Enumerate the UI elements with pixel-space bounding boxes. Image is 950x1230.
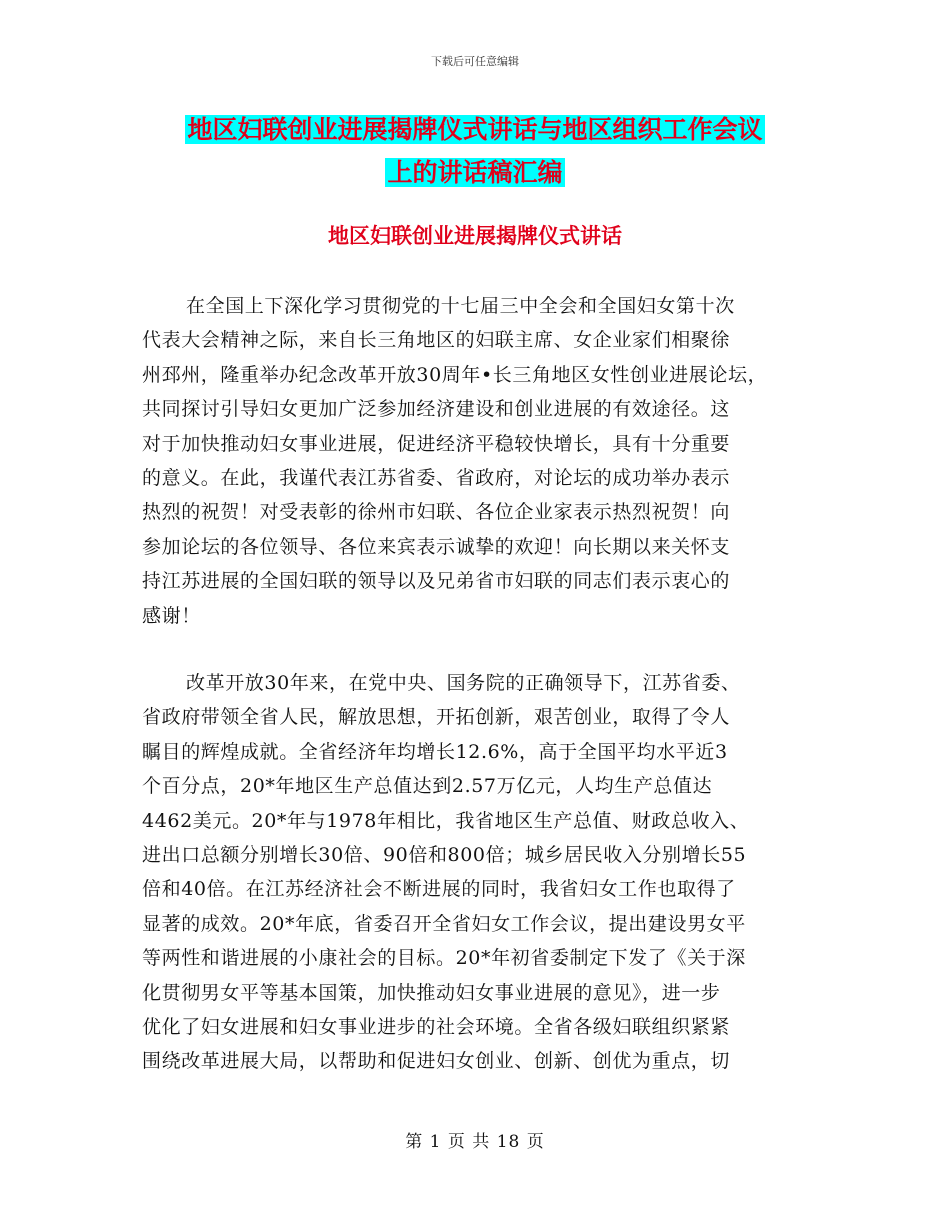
paragraph-2-line: 显著的成效。20*年底，省委召开全省妇女工作会议，提出建设男女平 <box>142 912 746 935</box>
paragraph-2-line: 个百分点，20*年地区生产总值达到2.57万亿元，人均生产总值达 <box>142 775 713 798</box>
paragraph-2-line: 4462美元。20*年与1978年相比，我省地区生产总值、财政总收入、 <box>142 809 750 832</box>
header-note: 下载后可任意编辑 <box>431 55 519 68</box>
paragraph-1-line: 热烈的祝贺！对受表彰的徐州市妇联、各位企业家表示热烈祝贺！向 <box>142 501 731 524</box>
paragraph-1-line: 对于加快推动妇女事业进展，促进经济平稳较快增长，具有十分重要 <box>142 432 731 455</box>
paragraph-2-line: 倍和40倍。在江苏经济社会不断进展的同时，我省妇女工作也取得了 <box>142 878 736 901</box>
document-title-text-2: 上的讲话稿汇编 <box>387 158 563 187</box>
paragraph-1 <box>142 289 814 633</box>
paragraph-2-line: 优化了妇女进展和妇女事业进步的社会环境。全省各级妇联组织紧紧 <box>142 1015 731 1038</box>
paragraph-2-line: 化贯彻男女平等基本国策，加快推动妇女事业进展的意见》，进一步 <box>142 981 721 1004</box>
paragraph-1-line: 代表大会精神之际，来自长三角地区的妇联主席、女企业家们相聚徐 <box>142 329 731 352</box>
paragraph-2-line: 改革开放30年来，在党中央、国务院的正确领导下，江苏省委、 <box>186 672 741 694</box>
paragraph-1-line: 州邳州，隆重举办纪念改革开放30周年•长三角地区女性创业进展论坛， <box>142 363 768 386</box>
paragraph-2-line: 进出口总额分别增长30倍、90倍和800倍；城乡居民收入分别增长55 <box>142 843 747 866</box>
paragraph-2-line: 省政府带领全省人民，解放思想，开拓创新，艰苦创业，取得了令人 <box>142 706 731 729</box>
paragraph-1-line: 在全国上下深化学习贯彻党的十七届三中全会和全国妇女第十次 <box>186 295 735 317</box>
paragraph-2 <box>142 666 814 1079</box>
paragraph-2-line: 围绕改革进展大局，以帮助和促进妇女创业、创新、创优为重点，切 <box>142 1050 731 1073</box>
paragraph-2-line: 等两性和谐进展的小康社会的目标。20*年初省委制定下发了《关于深 <box>142 947 746 970</box>
paragraph-2-line: 瞩目的辉煌成就。全省经济年均增长12.6%，高于全国平均水平近3 <box>142 740 728 763</box>
document-title-line-1 <box>0 113 950 147</box>
page-footer: 第 1 页 共 18 页 <box>405 1132 545 1152</box>
paragraph-1-line: 持江苏进展的全国妇联的领导以及兄弟省市妇联的同志们表示衷心的 <box>142 570 731 593</box>
paragraph-1-line: 的意义。在此，我谨代表江苏省委、省政府，对论坛的成功举办表示 <box>142 466 731 489</box>
document-title-line-2 <box>0 156 950 190</box>
document-title-text-1: 地区妇联创业进展揭牌仪式讲话与地区组织工作会议 <box>187 115 763 144</box>
paragraph-1-line: 感谢！ <box>142 604 201 627</box>
paragraph-1-line: 共同探讨引导妇女更加广泛参加经济建设和创业进展的有效途径。这 <box>142 398 731 421</box>
section-heading: 地区妇联创业进展揭牌仪式讲话 <box>328 223 622 248</box>
paragraph-1-line: 参加论坛的各位领导、各位来宾表示诚挚的欢迎！向长期以来关怀支 <box>142 535 731 558</box>
